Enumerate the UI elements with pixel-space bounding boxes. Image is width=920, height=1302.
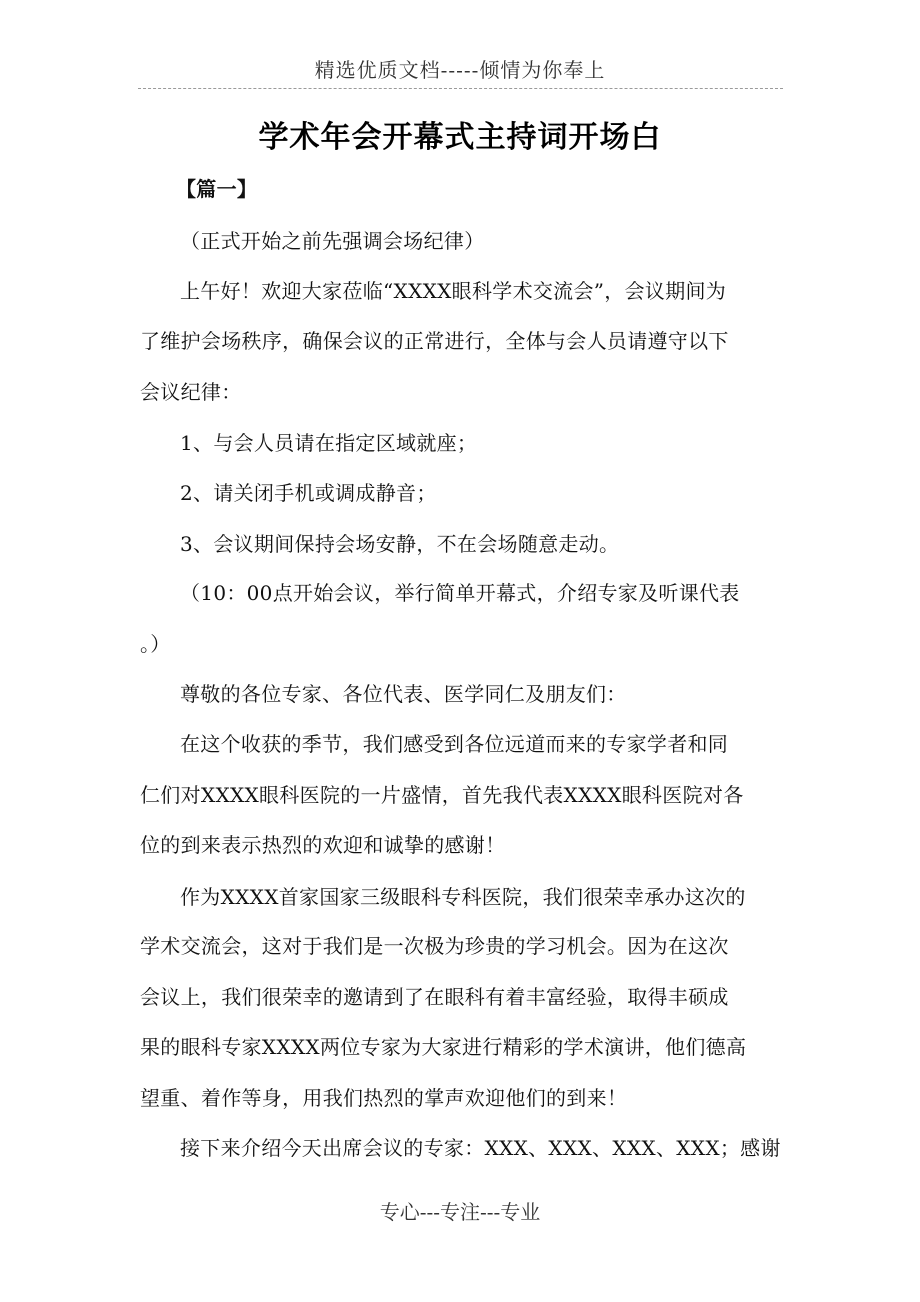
paragraph-line: 3、会议期间保持会场安静，不在会场随意走动。 <box>180 532 620 556</box>
paragraph-line: 1、与会人员请在指定区域就座； <box>180 431 478 455</box>
paragraph-line: 会议上，我们很荣幸的邀请到了在眼科有着丰富经验，取得丰硕成 <box>140 985 729 1009</box>
paragraph-line: 了维护会场秩序，确保会议的正常进行，全体与会人员请遵守以下 <box>140 329 729 353</box>
document-title: 学术年会开幕式主持词开场白 <box>258 120 662 155</box>
paragraph-line: 作为XXXX首家国家三级眼科专科医院，我们很荣幸承办这次的 <box>180 885 746 909</box>
section-label: 【篇一】 <box>176 177 258 201</box>
paragraph-line: 仁们对XXXX眼科医院的一片盛情，首先我代表XXXX眼科医院对各 <box>140 783 744 807</box>
paragraph-line: 位的到来表示热烈的欢迎和诚挚的感谢！ <box>140 833 506 857</box>
page-footer-text: 专心---专注---专业 <box>379 1200 541 1224</box>
page-header-text: 精选优质文档-----倾情为你奉上 <box>314 58 606 82</box>
paragraph-line: 。） <box>140 632 171 656</box>
paragraph-line: （正式开始之前先强调会场纪律） <box>180 229 485 253</box>
paragraph-line: 学术交流会，这对于我们是一次极为珍贵的学习机会。因为在这次 <box>140 934 729 958</box>
paragraph-line: 2、请关闭手机或调成静音； <box>180 481 437 505</box>
header-divider <box>138 88 783 89</box>
paragraph-line: 尊敬的各位专家、各位代表、医学同仁及朋友们： <box>180 682 627 706</box>
paragraph-line: 会议纪律： <box>140 380 242 404</box>
paragraph-line: 接下来介绍今天出席会议的专家：XXX、XXX、XXX、XXX；感谢 <box>180 1136 781 1160</box>
paragraph-line: 在这个收获的季节，我们感受到各位远道而来的专家学者和同 <box>180 732 729 756</box>
paragraph-line: 上午好！欢迎大家莅临“XXXX眼科学术交流会”，会议期间为 <box>180 279 727 303</box>
paragraph-line: 果的眼科专家XXXX两位专家为大家进行精彩的学术演讲，他们德高 <box>140 1035 747 1059</box>
paragraph-line: 望重、着作等身，用我们热烈的掌声欢迎他们的到来！ <box>140 1086 628 1110</box>
paragraph-line: （10：00点开始会议，举行简单开幕式，介绍专家及听课代表 <box>180 581 740 605</box>
